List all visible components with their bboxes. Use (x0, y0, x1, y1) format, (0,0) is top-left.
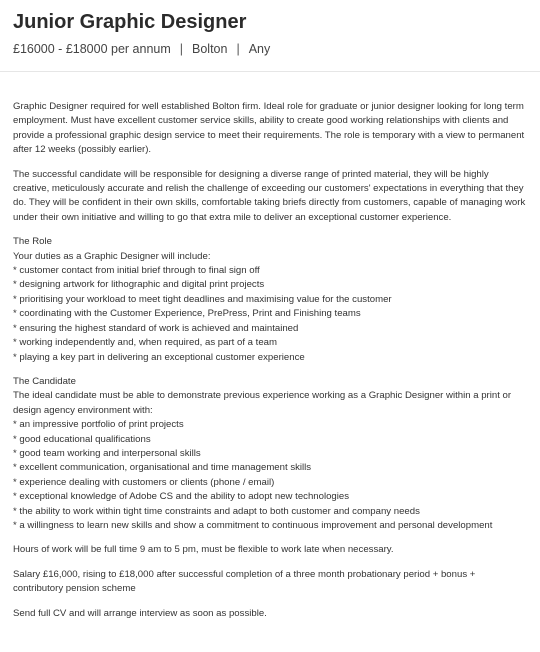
list-item: * coordinating with the Customer Experience, PrePress, Print and Finishing teams (13, 307, 527, 321)
role-heading: The Role (13, 236, 52, 248)
list-item: * experience dealing with customers or clients (phone / email) (13, 476, 527, 490)
list-item: * exceptional knowledge of Adobe CS and the ability to adopt new technologies (13, 490, 527, 504)
intro-paragraph: The successful candidate will be responsible for designing a diverse range of printed material, they will be highly creative, meticulously accurate and relish the challenge of exceeding our customers' expectations in everything that they do. They will be confident in their own skills, comfortable taking briefs directly from customers, capable of managing work under their own initiative and willing to go that extra mile to deliver an exceptional customer experience. (13, 168, 526, 223)
role-section (13, 235, 527, 365)
meta-separator: | (179, 42, 184, 56)
job-header (0, 0, 540, 72)
list-item: * excellent communication, organisational and time management skills (13, 461, 527, 475)
candidate-section (13, 375, 527, 533)
list-item: * a willingness to learn new skills and show a commitment to continuous improvement and personal development (13, 519, 527, 533)
job-description (0, 72, 540, 621)
candidate-requirements-list (13, 418, 527, 533)
job-title: Junior Graphic Designer (13, 11, 247, 33)
job-location: Bolton (192, 42, 228, 56)
role-duties-list (13, 264, 527, 365)
list-item: * ensuring the highest standard of work is achieved and maintained (13, 322, 527, 336)
intro-paragraph: Graphic Designer required for well established Bolton firm. Ideal role for graduate or junior designer looking for long term employment. Must have excellent customer service skills, ability to create good working relationships with clients and provide a professional graphic design service to meet their requirements. The role is temporary with a view to permanent after 12 weeks (possibly earlier). (13, 101, 525, 156)
closing-note: Send full CV and will arrange interview as soon as possible. (13, 607, 267, 619)
list-item: * designing artwork for lithographic and digital print projects (13, 278, 527, 292)
salary-range: £16000 - £18000 per annum (13, 42, 171, 56)
list-item: * playing a key part in delivering an exceptional customer experience (13, 351, 527, 365)
salary-detail: Salary £16,000, rising to £18,000 after successful completion of a three month probationary period + bonus + contributory pension scheme (13, 568, 476, 595)
candidate-heading: The Candidate (13, 375, 76, 387)
job-type: Any (248, 42, 271, 56)
list-item: * good educational qualifications (13, 433, 527, 447)
list-item: * customer contact from initial brief through to final sign off (13, 264, 527, 278)
working-hours: Hours of work will be full time 9 am to 5 pm, must be flexible to work late when necessary. (13, 544, 394, 556)
list-item: * good team working and interpersonal skills (13, 447, 527, 461)
role-intro: Your duties as a Graphic Designer will include: (13, 250, 211, 262)
candidate-intro: The ideal candidate must be able to demonstrate previous experience working as a Graphic Designer within a print or design agency environment with: (13, 390, 512, 416)
job-meta (13, 40, 527, 58)
list-item: * an impressive portfolio of print projects (13, 418, 527, 432)
list-item: * prioritising your workload to meet tight deadlines and maximising value for the customer (13, 293, 527, 307)
list-item: * the ability to work within tight time constraints and adapt to both customer and company needs (13, 505, 527, 519)
list-item: * working independently and, when required, as part of a team (13, 336, 527, 350)
meta-separator: | (236, 42, 240, 56)
